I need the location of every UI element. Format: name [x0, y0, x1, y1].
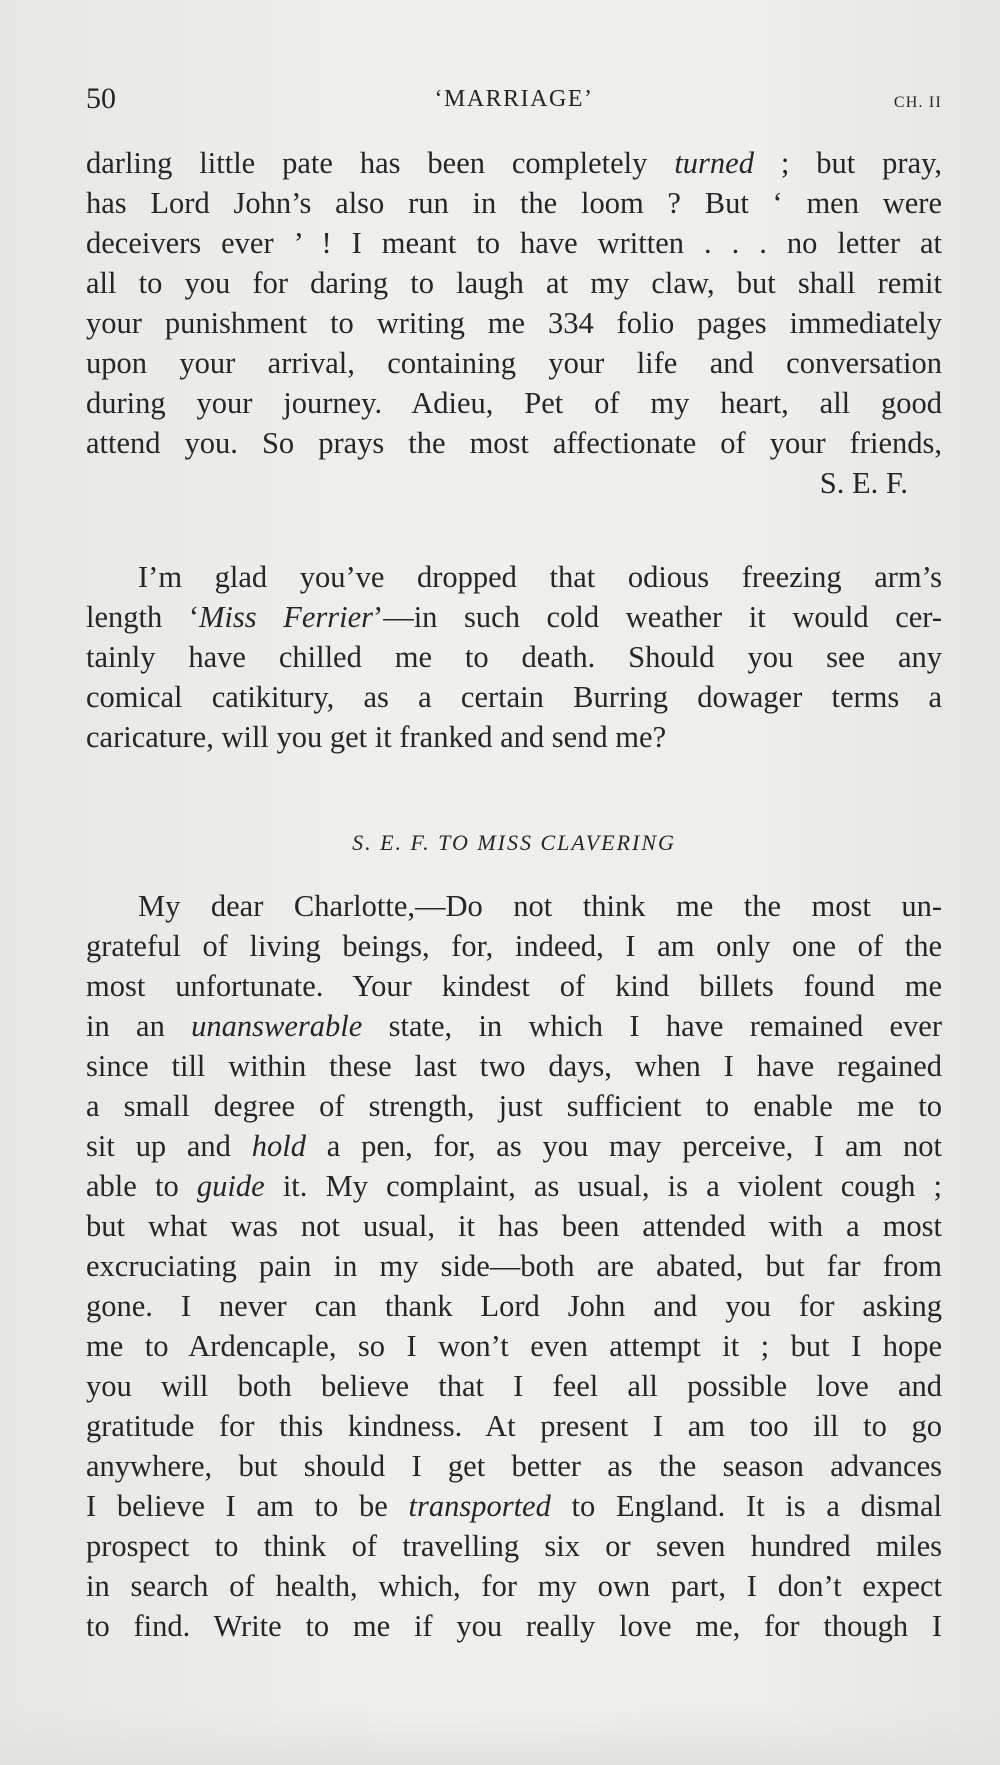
text-run: excruciating pain in my side—both are abated, but far from — [86, 1249, 942, 1283]
paragraph-lines — [86, 143, 942, 463]
text-run: able to — [86, 1169, 197, 1203]
text-run: comical catikitury, as a certain Burring dowager terms a — [86, 680, 942, 714]
italic-text: Miss Ferrier — [199, 600, 374, 634]
text-run: me to Ardencaple, so I won’t even attempt it ; but I hope — [86, 1329, 942, 1363]
text-run: since till within these last two days, when I have regained — [86, 1049, 942, 1083]
page-header — [86, 82, 942, 122]
text-line — [86, 1166, 942, 1206]
letter-body-paragraph — [86, 886, 942, 1646]
paragraph-lines — [86, 886, 942, 1646]
text-run: sit up and — [86, 1129, 252, 1163]
text-run: to England. It is a dismal — [550, 1489, 942, 1523]
text-run: all to you for daring to laugh at my claw, but shall remit — [86, 266, 942, 300]
text-line — [86, 343, 942, 383]
text-line — [86, 423, 942, 463]
text-run: ’—in such cold weather it would cer- — [373, 600, 942, 634]
text-run: gone. I never can thank Lord John and you for asking — [86, 1289, 942, 1323]
text-run: grateful of living beings, for, indeed, I am only one of the — [86, 929, 942, 963]
text-line — [86, 1366, 942, 1406]
letter-heading: S. E. F. TO MISS CLAVERING — [352, 830, 676, 855]
text-run: state, in which I have remained ever — [362, 1009, 942, 1043]
italic-text: hold — [251, 1129, 306, 1163]
text-line — [86, 223, 942, 263]
page-number: 50 — [86, 82, 116, 115]
text-line — [86, 1286, 942, 1326]
text-line — [86, 557, 942, 597]
text-line — [86, 1206, 942, 1246]
text-run: tainly have chilled me to death. Should you see any — [86, 640, 942, 674]
text-run: during your journey. Adieu, Pet of my heart, all good — [86, 386, 942, 420]
text-line — [86, 1326, 942, 1366]
text-line — [86, 717, 942, 757]
text-line — [86, 1606, 942, 1646]
text-line — [86, 886, 942, 926]
text-line — [86, 263, 942, 303]
italic-text: unanswerable — [191, 1009, 363, 1043]
text-run: I believe I am to be — [86, 1489, 409, 1523]
text-run: in an — [86, 1009, 192, 1043]
text-line — [86, 1086, 942, 1126]
chapter-reference: CH. II — [893, 94, 942, 111]
postscript-paragraph — [86, 557, 942, 757]
signature: S. E. F. — [819, 466, 908, 500]
text-run: attend you. So prays the most affectionate of your friends, — [86, 426, 942, 460]
text-line — [86, 1126, 942, 1166]
text-line — [86, 303, 942, 343]
text-run: a small degree of strength, just sufficient to enable me to — [86, 1089, 942, 1123]
text-line — [86, 1486, 942, 1526]
text-run: has Lord John’s also run in the loom ? But ‘ men were — [86, 186, 942, 220]
text-run: prospect to think of travelling six or seven hundred miles — [86, 1529, 942, 1563]
text-run: anywhere, but should I get better as the season advances — [86, 1449, 942, 1483]
text-run: to find. Write to me if you really love me, for though I — [86, 1609, 942, 1643]
text-run: in search of health, which, for my own part, I don’t expect — [86, 1569, 942, 1603]
text-run: but what was not usual, it has been attended with a most — [86, 1209, 942, 1243]
italic-text: guide — [196, 1169, 265, 1203]
text-line — [86, 383, 942, 423]
text-line — [86, 1046, 942, 1086]
letter-closing-paragraph — [86, 143, 942, 503]
text-run: gratitude for this kindness. At present I am too ill to go — [86, 1409, 942, 1443]
text-run: you will both believe that I feel all possible love and — [86, 1369, 942, 1403]
text-run: ; but pray, — [753, 146, 942, 180]
text-run: your punishment to writing me 334 folio pages immediately — [86, 306, 942, 340]
text-line — [86, 1526, 942, 1566]
text-line — [86, 1446, 942, 1486]
text-run: upon your arrival, containing your life and conversation — [86, 346, 942, 380]
text-line — [86, 966, 942, 1006]
text-run: I’m glad you’ve dropped that odious freezing arm’s — [138, 560, 942, 594]
text-line — [86, 597, 942, 637]
text-line — [86, 926, 942, 966]
text-line — [86, 1006, 942, 1046]
page-shadow — [0, 1705, 1000, 1765]
text-line — [86, 183, 942, 223]
text-run: caricature, will you get it franked and send me? — [86, 720, 667, 754]
text-run: deceivers ever ’ ! I meant to have written . . . no letter at — [86, 226, 942, 260]
italic-text: turned — [674, 146, 754, 180]
text-line — [86, 1566, 942, 1606]
text-run: a pen, for, as you may perceive, I am not — [305, 1129, 942, 1163]
running-title: ‘MARRIAGE’ — [434, 86, 594, 112]
paragraph-lines — [86, 557, 942, 757]
text-line — [86, 637, 942, 677]
text-run: length ‘ — [86, 600, 200, 634]
text-line — [86, 143, 942, 183]
text-run: it. My complaint, as usual, is a violent cough ; — [264, 1169, 942, 1203]
text-run: darling little pate has been completely — [86, 146, 675, 180]
text-line — [86, 1406, 942, 1446]
text-line — [86, 677, 942, 717]
italic-text: transported — [408, 1489, 551, 1523]
text-line — [86, 1246, 942, 1286]
text-run: most unfortunate. Your kindest of kind billets found me — [86, 969, 942, 1003]
text-run: My dear Charlotte,—Do not think me the most un- — [138, 889, 942, 923]
